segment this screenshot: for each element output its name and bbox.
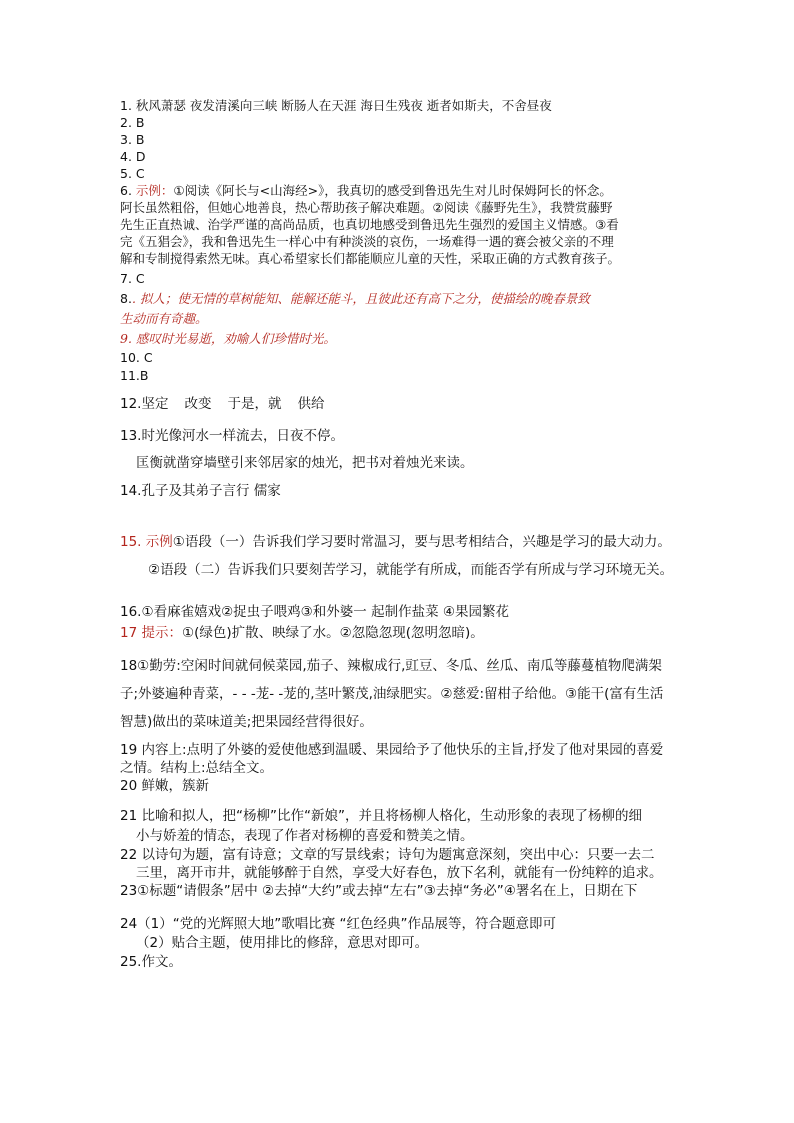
answer-23: 23①标题“请假条”居中 ②去掉“大约”或去掉“左右”③去掉“务必”④署名在上，日期在下 — [120, 883, 638, 899]
answer-2: 2. B — [120, 115, 145, 130]
answer-6-number: 6. — [120, 183, 136, 198]
answer-11: 11.B — [120, 368, 149, 383]
answer-8-line-2: 生动而有奇趣。 — [120, 311, 208, 326]
answer-9: 9. 感叹时光易逝，劝喻人们珍惜时光。 — [120, 331, 336, 346]
answer-8-line-1 — [120, 290, 590, 307]
answer-25: 25.作文。 — [120, 954, 182, 970]
answer-12 — [120, 396, 324, 413]
answer-21-line-1: 21 比喻和拟人，把“杨柳”比作“新娘”，并且将杨柳人格化，生动形象的表现了杨柳的细 — [120, 808, 642, 824]
answer-15-text-1: ①语段（一）告诉我们学习要时常温习，要与思考相结合，兴趣是学习的最大动力。 — [172, 534, 671, 550]
answer-22-line-2: 三里，离开市井，就能够醉于自然，享受大好春色，放下名利，就能有一份纯粹的追求。 — [136, 865, 663, 881]
answer-8-number: 8. — [120, 291, 132, 306]
answer-12-number: 12. — [120, 396, 142, 412]
answer-6-line-4: 完《五猖会》，我和鲁迅先生一样心中有种淡淡的哀伤，一场难得一遇的赛会被父亲的不理 — [120, 234, 614, 249]
answer-10: 10. C — [120, 350, 153, 365]
answer-15-label: 15. 示例 — [120, 534, 173, 550]
answer-18-line-1: 18①勤劳:空闲时间就伺候菜园,茄子、辣椒成行,豇豆、冬瓜、丝瓜、南瓜等藤蔓植物爬满架 — [120, 658, 662, 674]
answer-7: 7. C — [120, 271, 145, 286]
answer-6-text: ①阅读《阿长与<山海经>》，我真切的感受到鲁迅先生对儿时保姆阿长的怀念。 — [173, 183, 612, 198]
answer-6-line-2: 阿长虽然粗俗，但她心地善良，热心帮助孩子解决难题。②阅读《藤野先生》，我赞赏藤野 — [120, 200, 613, 215]
answer-6-line-1 — [120, 182, 612, 199]
answer-6-line-3: 先生正直热诚、治学严谨的高尚品质，也真切地感受到鲁迅先生强烈的爱国主义情感。③看 — [120, 217, 619, 232]
answer-13-line-2: 匡衡就凿穿墙壁引来邻居家的烛光，把书对着烛光来读。 — [136, 455, 474, 471]
answer-24-line-1: 24（1）“党的光辉照大地”歌唱比赛 “红色经典”作品展等，符合题意即可 — [120, 916, 557, 932]
answer-17-label: 17 提示： — [120, 625, 182, 641]
answer-24-line-2: （2）贴合主题，使用排比的修辞，意思对即可。 — [136, 935, 429, 951]
answer-15-line-1 — [120, 534, 671, 551]
answer-17 — [120, 625, 484, 642]
answer-12-word-3: 于是，就 — [227, 396, 282, 412]
answer-3: 3. B — [120, 132, 145, 147]
answer-15-line-2: ②语段（二）告诉我们只要刻苦学习，就能学有所成，而能否学有所成与学习环境无关。 — [148, 562, 674, 578]
answer-12-word-4: 供给 — [297, 396, 325, 412]
answer-12-word-1: 坚定 — [141, 396, 169, 412]
answer-17-text: ①(绿色)扩散、映绿了水。②忽隐忽现(忽明忽暗)。 — [181, 625, 484, 641]
answer-8-text: . 拟人；使无情的草树能知、能解还能斗，且彼此还有高下之分，使描绘的晚春景致 — [131, 291, 590, 306]
answer-1: 1. 秋风萧瑟 夜发清溪向三峡 断肠人在天涯 海日生残夜 逝者如斯夫，不舍昼夜 — [120, 98, 552, 113]
answer-14: 14.孔子及其弟子言行 儒家 — [120, 483, 281, 499]
answer-5: 5. C — [120, 166, 145, 181]
answer-22-line-1: 22 以诗句为题，富有诗意；文章的写景线索；诗句为题寓意深刻，突出中心：只要一去二 — [120, 847, 655, 863]
answer-19-line-2: 之情。结构上:总结全文。 — [120, 760, 274, 776]
answer-21-line-2: 小与娇羞的情态，表现了作者对杨柳的喜爱和赞美之情。 — [136, 828, 474, 844]
answer-4: 4. D — [120, 149, 146, 164]
answer-6-label: 示例： — [135, 183, 174, 198]
answer-12-word-2: 改变 — [184, 396, 212, 412]
answer-16: 16.①看麻雀嬉戏②捉虫子喂鸡③和外婆一 起制作盐菜 ④果园繁花 — [120, 604, 509, 620]
answer-19-line-1: 19 内容上:点明了外婆的爱使他感到温暖、果园给予了他快乐的主旨,抒发了他对果园的喜爱 — [120, 742, 664, 758]
answer-20: 20 鲜嫩，簇新 — [120, 778, 209, 794]
answer-13-line-1: 13.时光像河水一样流去，日夜不停。 — [120, 428, 344, 444]
answer-18-line-3: 智慧)做出的菜味道美;把果园经营得很好。 — [120, 714, 373, 730]
answer-18-line-2: 子;外婆遍种青菜，- - -茏- -茏的,茎叶繁茂,油绿肥实。②慈爱:留柑子给他。③能干(富有生活 — [120, 686, 664, 702]
answer-6-line-5: 解和专制搅得索然无味。真心希望家长们都能顺应儿童的天性，采取正确的方式教育孩子。 — [120, 251, 621, 266]
